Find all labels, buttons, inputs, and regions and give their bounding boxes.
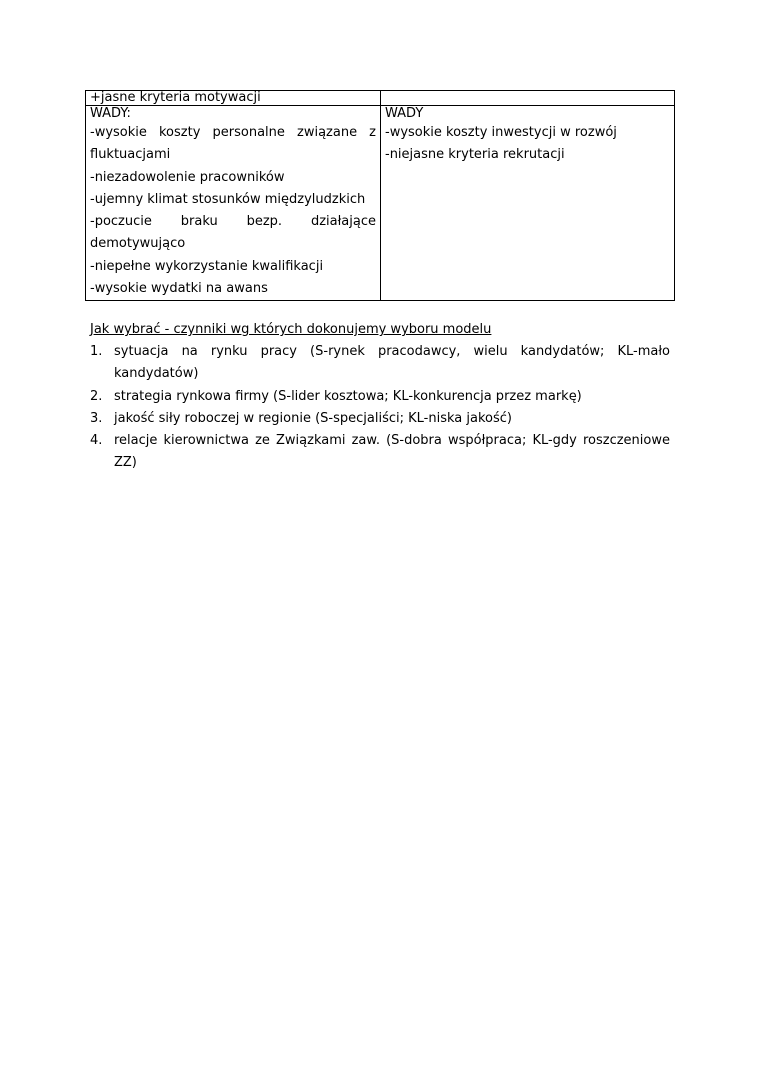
list-item <box>90 341 670 386</box>
list-item: -wysokie koszty inwestycji w rozwój <box>385 125 617 140</box>
list-item: -wysokie wydatki na awans <box>90 281 268 297</box>
list-item <box>90 386 670 408</box>
list-number: 1. <box>90 344 103 359</box>
list-item-text: sytuacja na rynku pracy (S-rynek pracodawcy, wielu kandydatów; KL-mało kandydatów) <box>114 344 670 382</box>
table-cell-top-left: +jasne kryteria motywacji <box>86 91 381 106</box>
list-item: -niejasne kryteria rekrutacji <box>385 147 565 163</box>
list-item: -niepełne wykorzystanie kwalifikacji <box>90 258 324 274</box>
list-item: -poczucie braku bezp. działające demotywująco <box>90 214 376 252</box>
cell-heading: WADY <box>385 106 424 121</box>
table-cell-top-right <box>381 91 675 106</box>
table-row <box>86 106 675 301</box>
table-cell-right-disadvantages <box>381 106 675 301</box>
list-number: 4. <box>90 433 103 449</box>
list-item-text: relacje kierownictwa ze Związkami zaw. (S-dobra współpraca; KL-gdy roszczeniowe ZZ) <box>114 433 670 471</box>
section-title: Jak wybrać - czynniki wg których dokonujemy wyboru modelu <box>90 322 492 337</box>
list-item-text: strategia rynkowa firmy (S-lider kosztowa; KL-konkurencja przez markę) <box>114 388 582 404</box>
list-item: -wysokie koszty personalne związane z fluktuacjami <box>90 125 376 163</box>
cell-heading: WADY: <box>90 106 131 121</box>
list-item-text: jakość siły roboczej w regionie (S-specjaliści; KL-niska jakość) <box>114 410 512 426</box>
list-number: 2. <box>90 388 103 404</box>
list-item <box>90 430 670 475</box>
list-item: -ujemny klimat stosunków międzyludzkich <box>90 191 366 207</box>
selection-factors-section <box>90 319 670 475</box>
table-row <box>86 91 675 106</box>
table-cell-left-disadvantages <box>86 106 381 301</box>
list-item: -niezadowolenie pracowników <box>90 169 285 185</box>
comparison-table <box>85 90 675 301</box>
factors-list <box>90 341 670 475</box>
list-item <box>90 408 670 430</box>
list-number: 3. <box>90 410 103 426</box>
